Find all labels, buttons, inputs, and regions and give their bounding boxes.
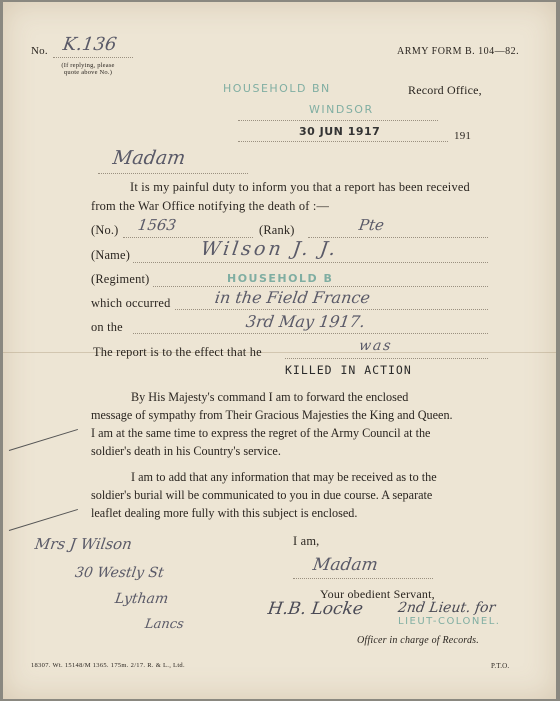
date-stamp: 30 JUN 1917 (299, 125, 381, 138)
name-label: (Name) (91, 248, 131, 262)
record-office: Record Office, (408, 83, 482, 97)
pto: P.T.O. (491, 662, 510, 670)
closing-madam: Madam (311, 555, 380, 575)
effect-typed: KILLED IN ACTION (285, 363, 412, 377)
signature-rank: 2nd Lieut. for (396, 600, 497, 616)
burial-paragraph: I am to add that any information that may be received as to the soldier's burial will be communicated to you in due course. A separate leaflet dealing more fully with this subject is enclosed. (91, 470, 437, 520)
closing-i-am: I am, (293, 534, 320, 548)
date-label: on the (91, 320, 123, 334)
unit-stamp: HOUSEHOLD BN (223, 82, 331, 95)
rank-label: (Rank) (259, 223, 295, 237)
location-stamp: WINDSOR (309, 103, 374, 116)
printer-line: 18307. Wt. 15148/M 1365. 175m. 2/17. R. & L., Ltd. (31, 662, 185, 669)
salutation-rule (98, 173, 248, 174)
effect-label: The report is to the effect that he (93, 345, 262, 359)
name-rule (133, 262, 488, 263)
date-value: 3rd May 1917. (244, 312, 367, 331)
rank-value: Pte (357, 216, 386, 234)
service-no-label: (No.) (91, 223, 119, 237)
occurred-value: in the Field France (213, 288, 372, 307)
closing-servant: Your obedient Servant, (320, 587, 435, 601)
rank-stamp: LIEUT-COLONEL. (398, 616, 501, 627)
date-line-rule (133, 333, 488, 334)
fold-line (3, 352, 556, 353)
salutation: Madam (111, 147, 187, 169)
regiment-label: (Regiment) (91, 272, 150, 286)
year-prefix: 191 (454, 130, 472, 142)
address-name: Mrs J Wilson (33, 535, 134, 553)
occurred-rule (175, 309, 488, 310)
signature: H.B. Locke (266, 599, 365, 619)
address-street: 30 Westly St (73, 565, 165, 581)
address-county: Lancs (143, 617, 185, 632)
date-rule (238, 141, 448, 142)
no-label: No. (31, 45, 48, 57)
sympathy-paragraph: By His Majesty's command I am to forward the enclosed message of sympathy from Their Gracious Majesties the King and Queen. I am at the same time to express the regret of the Army Council at the soldier's death in his Country's service. (91, 390, 453, 458)
effect-rule (285, 358, 488, 359)
occurred-label: which occurred (91, 296, 171, 310)
location-rule (238, 120, 438, 121)
effect-hand: was (357, 338, 394, 354)
form-number: ARMY FORM B. 104—82. (397, 46, 520, 57)
address-town: Lytham (113, 591, 170, 607)
name-value: Wilson J. J. (199, 238, 340, 260)
reference-number: K.136 (61, 34, 119, 55)
intro-line-1: It is my painful duty to inform you that a report has been received (130, 180, 470, 194)
margin-stroke (9, 429, 78, 451)
regiment-stamp: HOUSEHOLD B (227, 272, 334, 285)
reply-note: (If replying, please quote above No.) (61, 62, 115, 76)
officer-title: Officer in charge of Records. (357, 635, 479, 646)
margin-stroke (9, 509, 78, 531)
regiment-rule (153, 286, 488, 287)
closing-rule (293, 578, 433, 579)
service-no-value: 1563 (136, 216, 178, 234)
form-paper (3, 2, 556, 699)
no-rule (53, 57, 133, 58)
intro-line-2: from the War Office notifying the death of :— (91, 199, 330, 213)
